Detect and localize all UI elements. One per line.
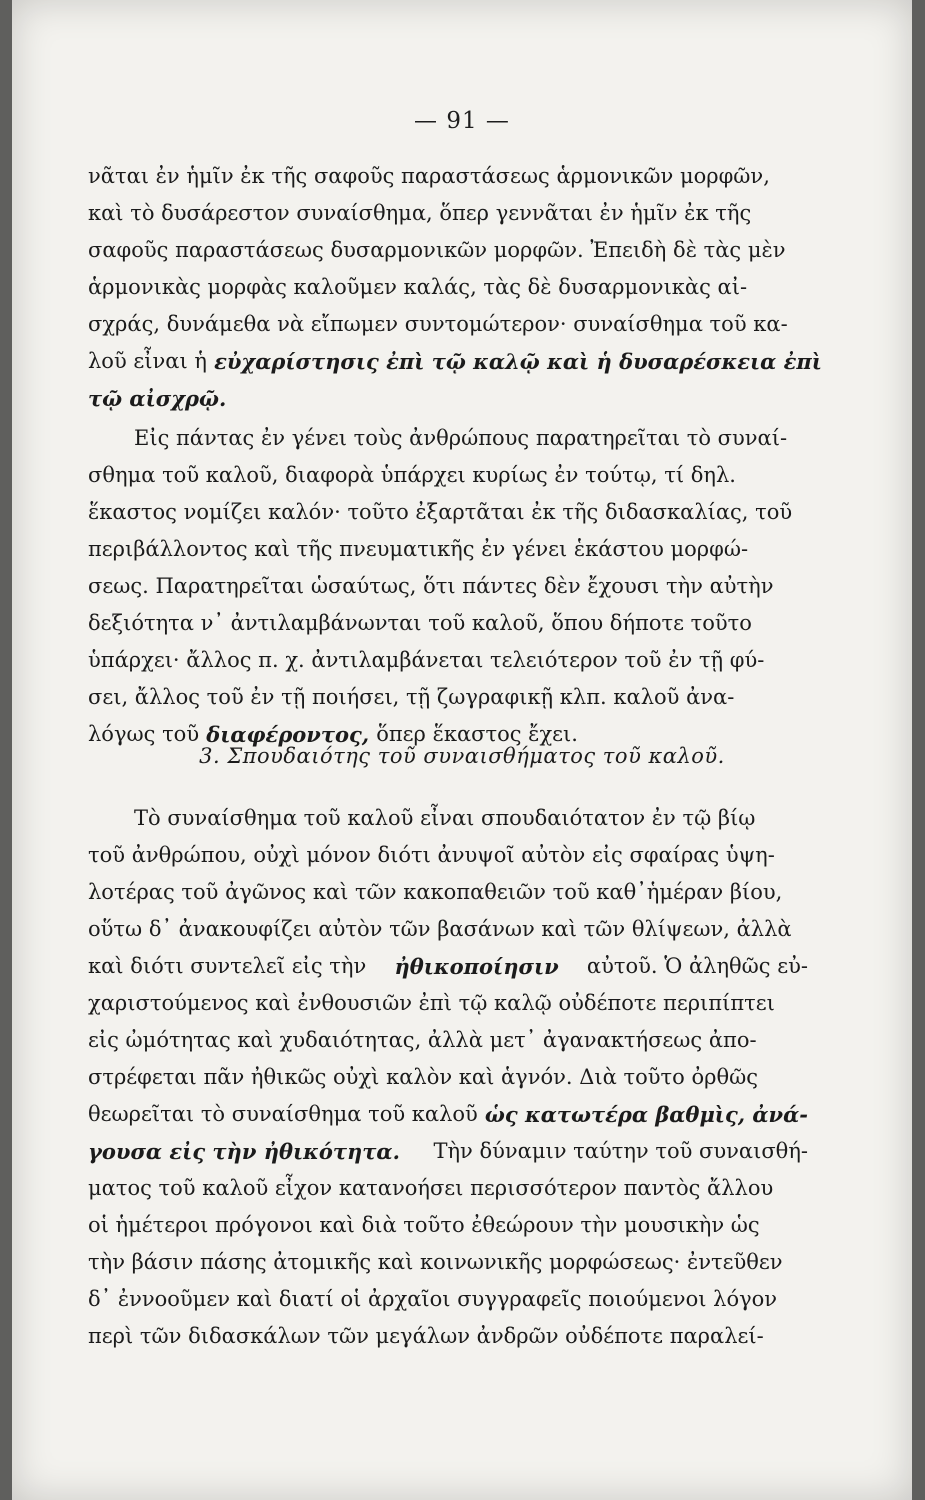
- text-line: δ᾽ ἐννοοῦμεν καὶ διατί οἱ ἀρχαῖοι συγγραφεῖς ποιούμενοι λόγον: [88, 1287, 778, 1311]
- text-line: οἱ ἡμέτεροι πρόγονοι καὶ διὰ τοῦτο ἐθεώρουν τὴν μουσικὴν ὡς: [88, 1213, 760, 1237]
- text-line: [88, 380, 808, 417]
- paragraph-2: [88, 420, 808, 753]
- text-line: στρέφεται πᾶν ἠθικῶς οὐχὶ καλὸν καὶ ἁγνόν. Διὰ τοῦτο ὀρθῶς: [88, 1065, 758, 1089]
- text-line: περὶ τῶν διδασκάλων τῶν μεγάλων ἀνδρῶν οὐδέποτε παραλεί-: [88, 1324, 764, 1348]
- text-line: νᾶται ἐν ἡμῖν ἐκ τῆς σαφοῦς παραστάσεως ἁρμονικῶν μορφῶν,: [88, 164, 770, 188]
- text-span: λοῦ εἶναι ἡ: [88, 349, 207, 373]
- text-span: ὅπερ ἕκαστος ἔχει.: [376, 722, 578, 746]
- text-line: σαφοῦς παραστάσεως δυσαρμονικῶν μορφῶν. Ἐπειδὴ δὲ τὰς μὲν: [88, 238, 786, 262]
- section-heading: 3. Σπουδαιότης τοῦ συναισθήματος τοῦ καλοῦ.: [199, 744, 725, 768]
- text-line: σθημα τοῦ καλοῦ, διαφορὰ ὑπάρχει κυρίως ἐν τούτῳ, τί δηλ.: [88, 463, 736, 487]
- text-line: σει, ἄλλος τοῦ ἐν τῇ ποιήσει, τῇ ζωγραφικῇ κλπ. καλοῦ ἀνα-: [88, 685, 735, 709]
- text-line: σχράς, δυνάμεθα νὰ εἴπωμεν συντομώτερον· συναίσθημα τοῦ κα-: [88, 312, 788, 336]
- emphasis-text: τῷ αἰσχρῷ.: [88, 386, 227, 411]
- text-line: ἁρμονικὰς μορφὰς καλοῦμεν καλάς, τὰς δὲ δυσαρμονικὰς αἰ-: [88, 275, 748, 299]
- text-line: οὕτω δ᾽ ἀνακουφίζει αὐτὸν τῶν βασάνων καὶ τῶν θλίψεων, ἀλλὰ: [88, 917, 792, 941]
- paragraph-1: [88, 158, 822, 417]
- text-line: τοῦ ἀνθρώπου, οὐχὶ μόνον διότι ἀνυψοῖ αὐτὸν εἰς σφαίρας ὑψη-: [88, 843, 775, 867]
- text-span: Τὴν δύναμιν ταύτην τοῦ συναισθή-: [433, 1139, 808, 1163]
- text-line: χαριστούμενος καὶ ἐνθουσιῶν ἐπὶ τῷ καλῷ οὐδέποτε περιπίπτει: [88, 991, 775, 1015]
- text-line: ματος τοῦ καλοῦ εἶχον κατανοήσει περισσότερον παντὸς ἄλλου: [88, 1176, 774, 1200]
- text-line: [88, 1096, 808, 1133]
- emphasis-text: διαφέροντος,: [206, 722, 370, 747]
- paragraph-3: [88, 800, 808, 1355]
- emphasis-text: εὐχαρίστησις ἐπὶ τῷ καλῷ καὶ ἡ δυσαρέσκεια ἐπὶ: [214, 349, 822, 374]
- text-line: ἕκαστος νομίζει καλόν· τοῦτο ἐξαρτᾶται ἐκ τῆς διδασκαλίας, τοῦ: [88, 500, 793, 524]
- text-line: τὴν βάσιν πάσης ἀτομικῆς καὶ κοινωνικῆς μορφώσεως· ἐντεῦθεν: [88, 1250, 783, 1274]
- text-line: εἰς ὠμότητας καὶ χυδαιότητας, ἀλλὰ μετ᾽ ἀγανακτήσεως ἀπο-: [88, 1028, 757, 1052]
- text-line: καὶ τὸ δυσάρεστον συναίσθημα, ὅπερ γεννᾶται ἐν ἡμῖν ἐκ τῆς: [88, 201, 752, 225]
- text-line: περιβάλλοντος καὶ τῆς πνευματικῆς ἐν γένει ἑκάστου μορφώ-: [88, 537, 749, 561]
- text-line: [88, 948, 808, 985]
- text-line: δεξιότητα ν᾽ ἀντιλαμβάνωνται τοῦ καλοῦ, ὅπου δήποτε τοῦτο: [88, 611, 752, 635]
- book-page: [12, 0, 912, 1500]
- text-line: Τὸ συναίσθημα τοῦ καλοῦ εἶναι σπουδαιότατον ἐν τῷ βίῳ: [134, 806, 756, 830]
- emphasis-text: ὡς κατωτέρα βαθμὶς, ἀνά-: [484, 1102, 808, 1127]
- emphasis-text: γουσα εἰς τὴν ἠθικότητα.: [88, 1139, 400, 1164]
- text-line: ὑπάρχει· ἄλλος π. χ. ἀντιλαμβάνεται τελειότερον τοῦ ἐν τῇ φύ-: [88, 648, 765, 672]
- text-line: Εἰς πάντας ἐν γένει τοὺς ἀνθρώπους παρατηρεῖται τὸ συναί-: [134, 426, 788, 450]
- text-span: λόγως τοῦ: [88, 722, 200, 746]
- text-line: σεως. Παρατηρεῖται ὡσαύτως, ὅτι πάντες δὲν ἔχουσι τὴν αὐτὴν: [88, 574, 774, 598]
- emphasis-text: ἠθικοποίησιν: [394, 954, 559, 979]
- text-span: καὶ διότι συντελεῖ εἰς τὴν: [88, 954, 367, 978]
- text-span: θεωρεῖται τὸ συναίσθημα τοῦ καλοῦ: [88, 1102, 478, 1126]
- text-span: αὐτοῦ. Ὁ ἀληθῶς εὐ-: [586, 954, 808, 978]
- text-line: [88, 343, 822, 380]
- text-line: [88, 1133, 808, 1170]
- page-number: — 91 —: [414, 108, 510, 134]
- text-line: λοτέρας τοῦ ἀγῶνος καὶ τῶν κακοπαθειῶν τοῦ καθ᾽ἡμέραν βίου,: [88, 880, 783, 904]
